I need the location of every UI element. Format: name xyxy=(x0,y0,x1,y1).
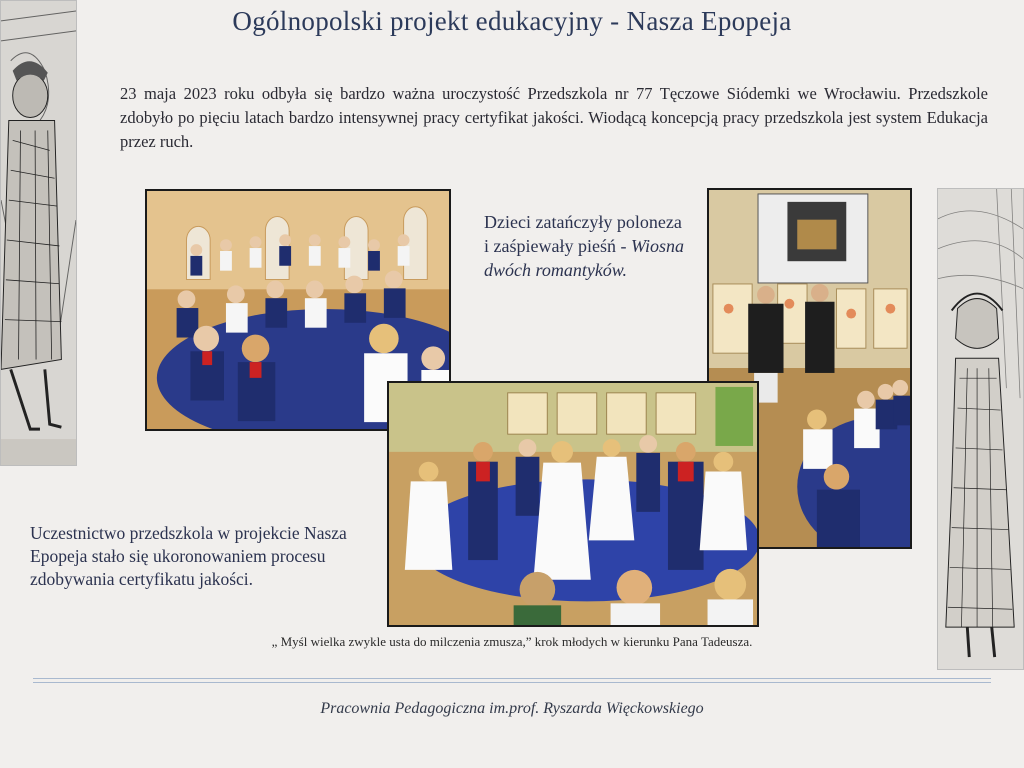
footer-text: Pracownia Pedagogiczna im.prof. Ryszarda Więckowskiego xyxy=(320,700,704,717)
left-engraving-image xyxy=(0,0,77,466)
footer-divider xyxy=(33,678,991,683)
right-engraving-image xyxy=(937,188,1024,670)
intro-paragraph: 23 maja 2023 roku odbyła się bardzo ważna uroczystość Przedszkola nr 77 Tęczowe Siódemki we Wrocławiu. Przedszkole zdobyło po pięciu latach bardzo intensywnej pracy certyfikat jakości. Wiodącą koncepcją pracy przedszkola jest system Edukacja przez ruch. xyxy=(120,84,988,151)
quote-line: „ Myśl wielka zwykle usta do milczenia zmusza,” krok młodych w kierunku Pana Tadeusza. xyxy=(271,634,753,649)
song-title: Wiosna dwóch romantyków. xyxy=(484,236,684,280)
slide-title: Ogólnopolski projekt edukacyjny - Nasza Epopeja xyxy=(232,6,792,36)
children-dancing-photo xyxy=(387,381,759,627)
dance-caption xyxy=(484,210,684,282)
project-caption: Uczestnictwo przedszkola w projekcie Nasza Epopeja stało się ukoronowaniem procesu zdobywania certyfikatu jakości. xyxy=(30,523,347,589)
dance-caption-text: Dzieci zatańczyły poloneza i zaśpiewały pieśń - xyxy=(484,212,682,256)
